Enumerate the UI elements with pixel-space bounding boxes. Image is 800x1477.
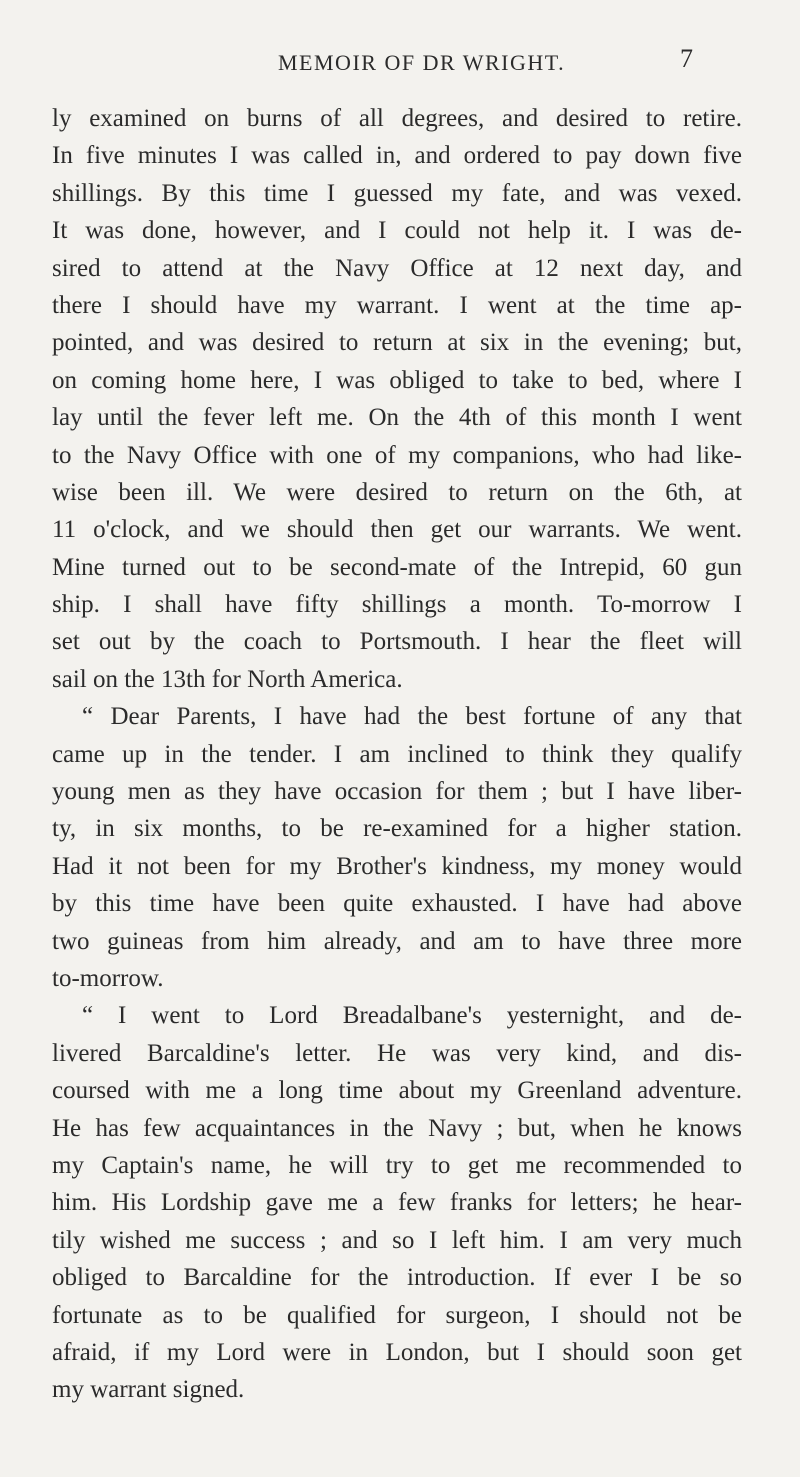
running-head-title: MEMOIR OF DR WRIGHT. xyxy=(278,50,566,75)
body-text xyxy=(52,100,742,1409)
text-line: there I should have my warrant. I went at the time ap- xyxy=(52,291,742,319)
text-line: by this time have been quite exhausted. I have had above xyxy=(52,890,742,918)
page-number: 7 xyxy=(680,44,693,73)
text-line: my Captain's name, he will try to get me recommended to xyxy=(52,1151,742,1179)
text-line: ship. I shall have fifty shillings a month. To-morrow I xyxy=(52,591,742,619)
text-line: on coming home here, I was obliged to take to bed, where I xyxy=(52,366,742,394)
text-line: Had it not been for my Brother's kindness, my money would xyxy=(52,852,742,880)
text-line: Mine turned out to be second-mate of the Intrepid, 60 gun xyxy=(52,553,742,581)
text-line: came up in the tender. I am inclined to think they qualify xyxy=(52,740,742,768)
text-line: fortunate as to be qualified for surgeon, I should not be xyxy=(52,1301,742,1329)
text-line: livered Barcaldine's letter. He was very kind, and dis- xyxy=(52,1039,742,1067)
text-line: coursed with me a long time about my Greenland adventure. xyxy=(52,1077,742,1105)
text-line: ty, in six months, to be re-examined for a higher station. xyxy=(52,815,742,843)
text-line: pointed, and was desired to return at six in the evening; but, xyxy=(52,329,742,357)
text-line: 11 o'clock, and we should then get our warrants. We went. xyxy=(52,516,742,544)
text-line: ly examined on burns of all degrees, and desired to retire. xyxy=(52,105,742,132)
text-line: obliged to Barcaldine for the introduction. If ever I be so xyxy=(52,1264,742,1292)
text-line: In five minutes I was called in, and ordered to pay down five xyxy=(52,142,742,170)
text-line: him. His Lordship gave me a few franks for letters; he hear- xyxy=(52,1189,742,1217)
text-line: two guineas from him already, and am to have three more xyxy=(52,927,742,955)
text-line: lay until the fever left me. On the 4th of this month I went xyxy=(52,404,742,432)
text-line: wise been ill. We were desired to return on the 6th, at xyxy=(52,478,742,506)
text-line: It was done, however, and I could not help it. I was de- xyxy=(52,217,742,245)
text-line: He has few acquaintances in the Navy ; but, when he knows xyxy=(52,1114,742,1142)
text-line: young men as they have occasion for them ; but I have liber- xyxy=(52,778,742,806)
text-line: afraid, if my Lord were in London, but I should soon get xyxy=(52,1338,742,1366)
text-line: to the Navy Office with one of my companions, who had like- xyxy=(52,441,742,469)
text-line: “ I went to Lord Breadalbane's yesternight, and de- xyxy=(82,1002,742,1030)
text-line: “ Dear Parents, I have had the best fortune of any that xyxy=(82,703,742,731)
text-line: set out by the coach to Portsmouth. I hear the fleet will xyxy=(52,628,742,656)
text-line: sired to attend at the Navy Office at 12 next day, and xyxy=(52,254,742,282)
text-line: my warrant signed. xyxy=(52,1376,245,1404)
text-line: to-morrow. xyxy=(52,964,164,992)
text-line: shillings. By this time I guessed my fate, and was vexed. xyxy=(52,179,742,207)
text-line: sail on the 13th for North America. xyxy=(52,665,403,693)
text-line: tily wished me success ; and so I left him. I am very much xyxy=(52,1226,742,1254)
running-head xyxy=(0,30,800,90)
